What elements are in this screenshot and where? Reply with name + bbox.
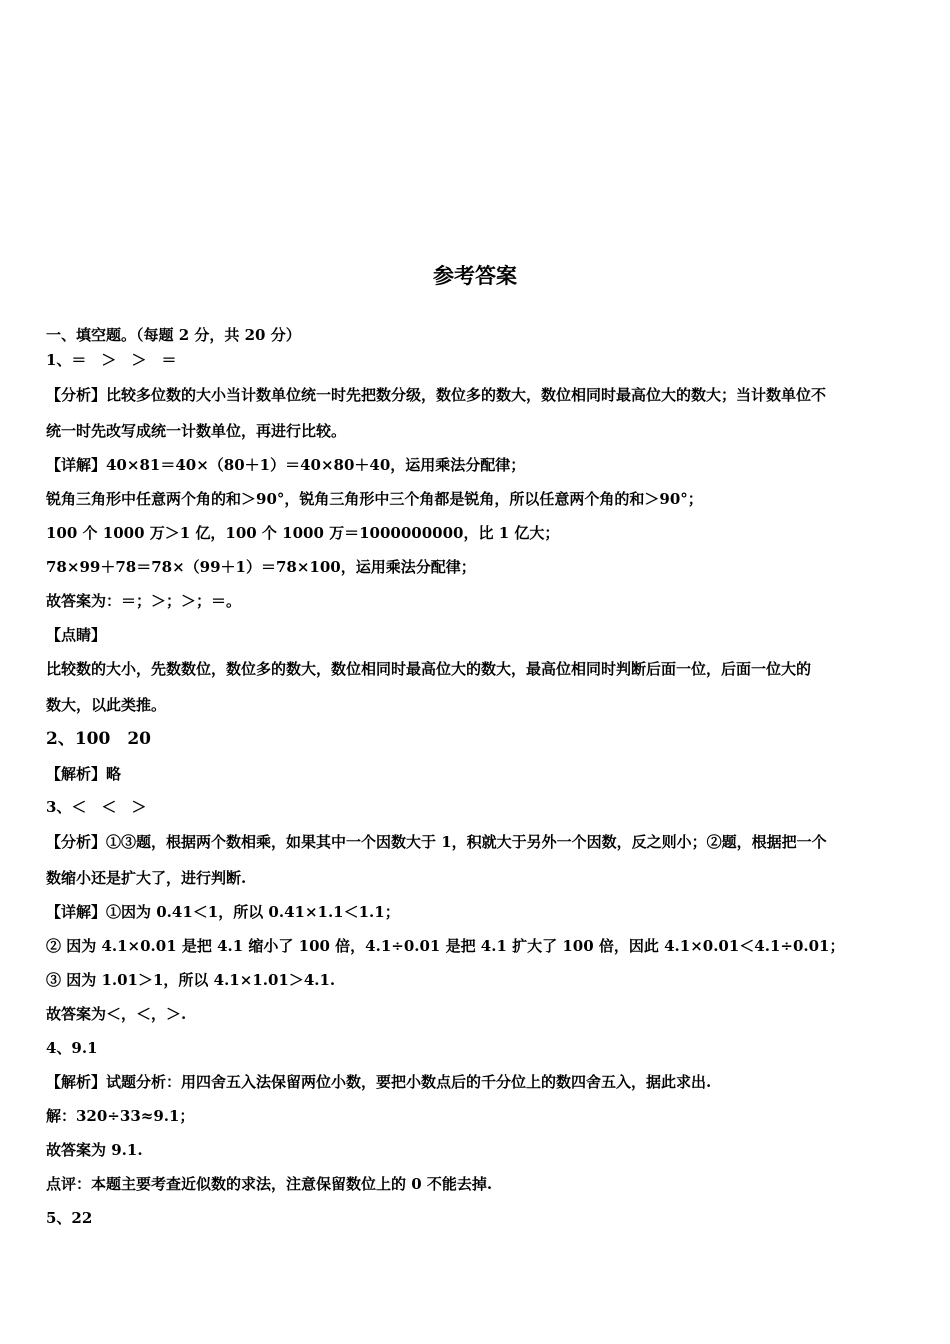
answer-3: 3、＜ ＜ ＞ [46, 798, 147, 816]
comment-text: 数大，以此类推。 [46, 696, 167, 714]
answer-1: 1、＝ ＞ ＞ ＝ [46, 351, 177, 369]
detail-text: 【详解】40×81＝40×（80＋1）＝40×80＋40，运用乘法分配律； [46, 456, 526, 474]
comment-text: 比较数的大小，先数数位，数位多的数大，数位相同时最高位大的数大，最高位相同时判断后面一位，后面一位大的 [46, 660, 812, 678]
conclusion-text: 故答案为 9.1. [46, 1141, 143, 1159]
conclusion-text: 故答案为：＝；＞；＞；＝。 [46, 592, 242, 610]
analysis-text: 【分析】比较多位数的大小当计数单位统一时先把数分级，数位多的数大，数位相同时最高位大的数大；当计数单位不 [46, 386, 827, 404]
conclusion-text: 故答案为＜，＜，＞. [46, 1005, 187, 1023]
review-text: 点评：本题主要考查近似数的求法，注意保留数位上的 0 不能去掉. [46, 1175, 493, 1193]
detail-text: 100 个 1000 万＞1 亿，100 个 1000 万＝1000000000，比 1 亿大； [46, 524, 560, 542]
detail-text: ③ 因为 1.01＞1，所以 4.1×1.01＞4.1. [46, 971, 336, 989]
detail-text: ② 因为 4.1×0.01 是把 4.1 缩小了 100 倍，4.1÷0.01 是把 4.1 扩大了 100 倍，因此 4.1×0.01＜4.1÷0.01； [46, 937, 845, 955]
analysis-text: 统一时先改写成统一计数单位，再进行比较。 [46, 422, 347, 440]
answer-5: 5、22 [46, 1209, 93, 1227]
section-heading: 一、填空题。（每题 2 分，共 20 分） [46, 326, 301, 344]
detail-text: 【详解】①因为 0.41＜1，所以 0.41×1.1＜1.1； [46, 903, 400, 921]
detail-text: 78×99＋78＝78×（99＋1）＝78×100，运用乘法分配律； [46, 558, 476, 576]
solution-text: 解：320÷33≈9.1； [46, 1107, 195, 1125]
comment-heading: 【点睛】 [46, 626, 107, 644]
analysis-text: 数缩小还是扩大了，进行判断. [46, 869, 247, 887]
answer-4: 4、9.1 [46, 1039, 98, 1057]
page-title: 参考答案 [433, 264, 517, 288]
solution-text: 【解析】略 [46, 765, 122, 783]
solution-text: 【解析】试题分析：用四舍五入法保留两位小数，要把小数点后的千分位上的数四舍五入，据此求出. [46, 1073, 712, 1091]
answer-2: 2、100 20 [46, 729, 151, 749]
detail-text: 锐角三角形中任意两个角的和＞90°，锐角三角形中三个角都是锐角，所以任意两个角的和＞90°； [46, 490, 703, 508]
analysis-text: 【分析】①③题，根据两个数相乘，如果其中一个因数大于 1，积就大于另外一个因数，反之则小；②题，根据把一个 [46, 833, 827, 851]
